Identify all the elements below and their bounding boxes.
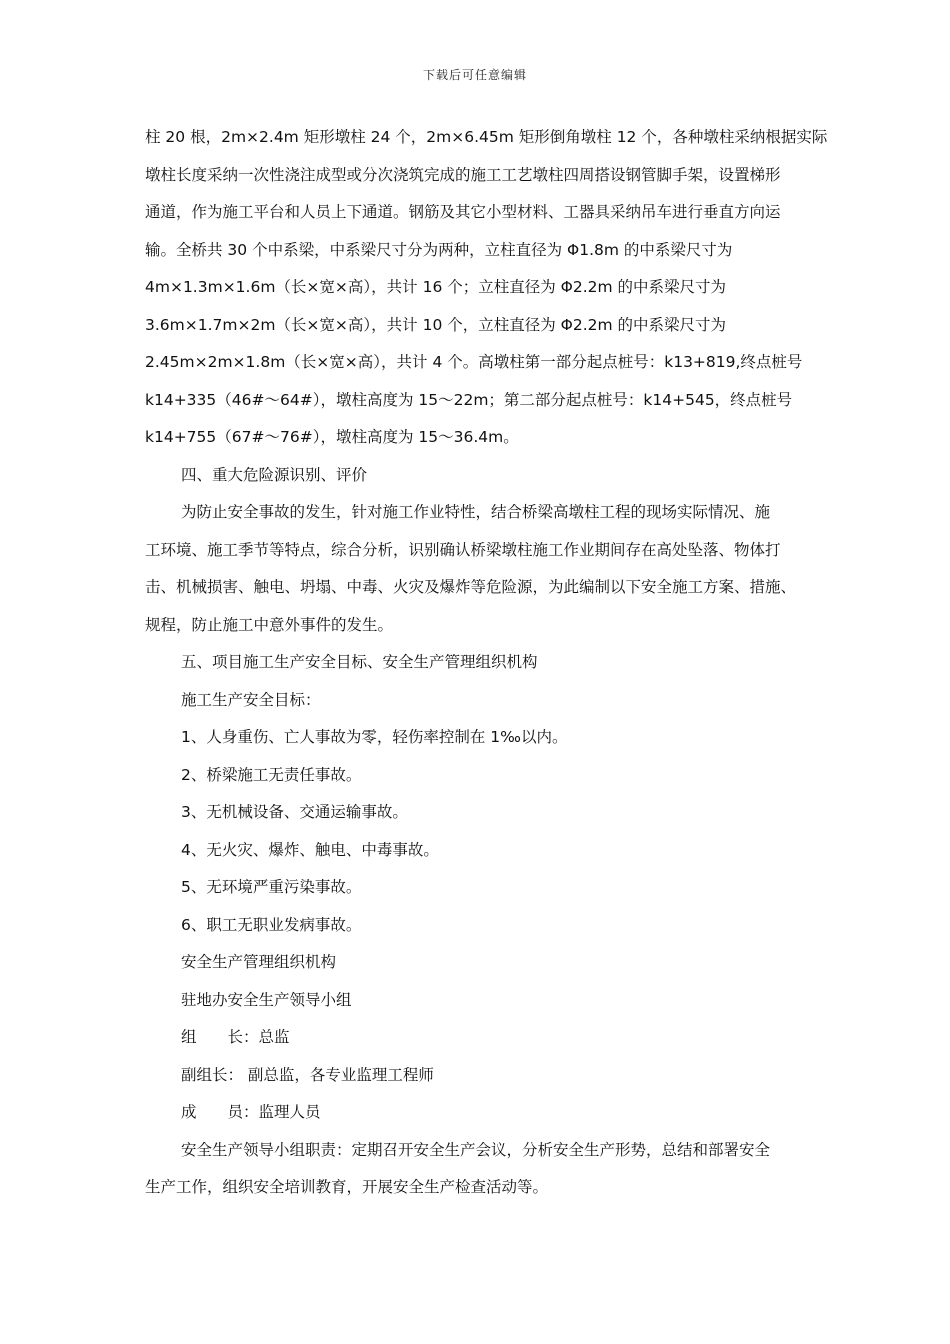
org-role-line: 副组长： 副总监，各专业监理工程师 [181,1065,434,1084]
text-line: 输。全桥共 30 个中系梁，中系梁尺寸分为两种，立柱直径为 Φ1.8m 的中系梁尺寸为 [145,240,733,259]
list-item: 6、职工无职业发病事故。 [181,915,362,934]
text-line: 生产工作，组织安全培训教育，开展安全生产检查活动等。 [145,1178,549,1196]
subheading: 安全生产管理组织机构 [181,953,337,971]
list-item: 1、人身重伤、亡人事故为零，轻伤率控制在 1‰以内。 [181,728,568,746]
subheading: 驻地办安全生产领导小组 [181,990,352,1009]
list-item: 2、桥梁施工无责任事故。 [181,765,362,784]
list-item: 4、无火灾、爆炸、触电、中毒事故。 [181,840,439,859]
text-line: 通道，作为施工平台和人员上下通道。钢筋及其它小型材料、工器具采纳吊车进行垂直方向运 [145,203,781,221]
text-line: k14+335（46#～64#），墩柱高度为 15～22m；第二部分起点桩号：k14+545，终点桩号 [145,390,793,409]
text-line: 工环境、施工季节等特点，综合分析，识别确认桥梁墩柱施工作业期间存在高处坠落、物体打 [145,540,781,559]
page-header: 下载后可任意编辑 [422,68,527,82]
section-heading: 四、重大危险源识别、评价 [181,465,368,484]
list-item: 3、无机械设备、交通运输事故。 [181,803,408,821]
text-line: 4m×1.3m×1.6m（长×宽×高），共计 16 个；立柱直径为 Φ2.2m 的中系梁尺寸为 [145,278,727,296]
section-heading: 五、项目施工生产安全目标、安全生产管理组织机构 [181,653,538,671]
list-item: 5、无环境严重污染事故。 [181,878,362,896]
org-role-line: 成 员：监理人员 [181,1103,321,1121]
text-line: 规程，防止施工中意外事件的发生。 [145,615,394,634]
text-line: 为防止安全事故的发生，针对施工作业特性，结合桥梁高墩柱工程的现场实际情况、施 [181,503,771,521]
text-line: 柱 20 根，2m×2.4m 矩形墩柱 24 个，2m×6.45m 矩形倒角墩柱 12 个，各种墩柱采纳根据实际 [145,128,828,146]
text-line: 2.45m×2m×1.8m（长×宽×高），共计 4 个。高墩柱第一部分起点桩号：k13+819,终点桩号 [145,353,803,371]
subheading: 施工生产安全目标： [181,690,321,709]
text-line: 墩柱长度采纳一次性浇注成型或分次浇筑完成的施工工艺墩柱四周搭设钢管脚手架，设置梯形 [145,165,781,184]
text-line: 击、机械损害、触电、坍塌、中毒、火灾及爆炸等危险源，为此编制以下安全施工方案、措施、 [145,578,797,596]
org-role-line: 组 长：总监 [181,1028,290,1046]
document-body [145,124,845,1212]
text-line: 3.6m×1.7m×2m（长×宽×高），共计 10 个，立柱直径为 Φ2.2m 的中系梁尺寸为 [145,315,727,334]
text-line: 安全生产领导小组职责：定期召开安全生产会议，分析安全生产形势，总结和部署安全 [181,1140,771,1159]
text-line: k14+755（67#～76#），墩柱高度为 15～36.4m。 [145,428,519,446]
